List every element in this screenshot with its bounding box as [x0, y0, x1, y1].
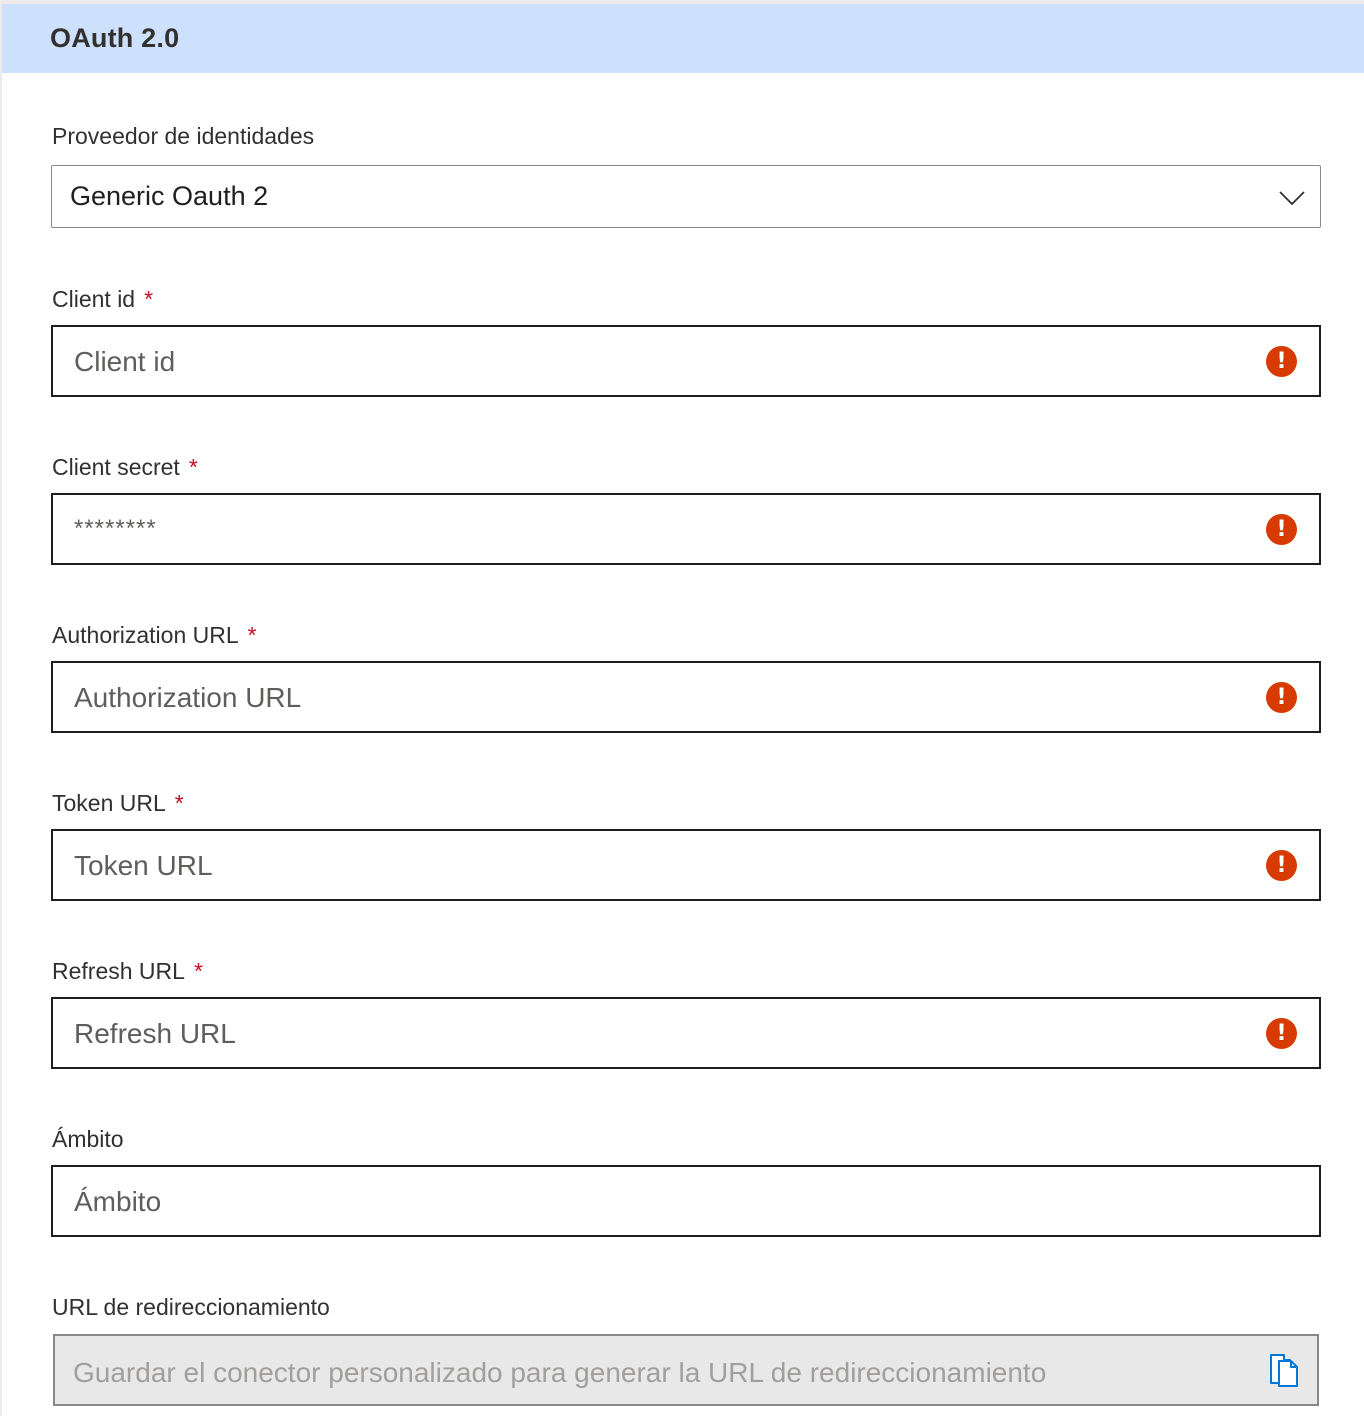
- identity-provider-label: [52, 125, 314, 148]
- scope-placeholder: Ámbito: [74, 1186, 162, 1217]
- section-title: OAuth 2.0: [50, 23, 180, 53]
- error-icon: !: [1266, 514, 1297, 545]
- authorization-url-input[interactable]: [51, 661, 1321, 733]
- chevron-down-icon: [1278, 183, 1306, 211]
- required-marker: *: [174, 790, 184, 816]
- redirect-url-placeholder: Guardar el conector personalizado para generar la URL de redireccionamiento: [73, 1357, 1047, 1388]
- client-id-input[interactable]: [51, 325, 1321, 397]
- client-secret-input[interactable]: [51, 493, 1321, 565]
- required-marker: *: [188, 454, 198, 480]
- token-url-placeholder: Token URL: [74, 850, 213, 881]
- refresh-url-input[interactable]: [51, 997, 1321, 1069]
- error-icon: !: [1266, 346, 1297, 377]
- required-marker: *: [144, 286, 154, 312]
- redirect-url-field: [53, 1334, 1319, 1406]
- redirect-url-label-text: URL de redireccionamiento: [52, 1294, 330, 1320]
- authorization-url-label: [52, 624, 257, 647]
- token-url-label-text: Token URL: [52, 790, 166, 816]
- identity-provider-dropdown[interactable]: [51, 165, 1321, 228]
- client-secret-masked-value: ********: [74, 515, 157, 542]
- token-url-label: [52, 792, 184, 815]
- scope-label-text: Ámbito: [52, 1126, 124, 1152]
- required-marker: *: [193, 958, 203, 984]
- error-icon: !: [1266, 682, 1297, 713]
- section-header: [2, 0, 1364, 73]
- client-id-label: [52, 288, 153, 311]
- authorization-url-label-text: Authorization URL: [52, 622, 239, 648]
- client-secret-label-text: Client secret: [52, 454, 180, 480]
- scope-input[interactable]: [51, 1165, 1321, 1237]
- error-icon: !: [1266, 850, 1297, 881]
- required-marker: *: [247, 622, 257, 648]
- refresh-url-label: [52, 960, 203, 983]
- token-url-input[interactable]: [51, 829, 1321, 901]
- scope-label: [52, 1128, 124, 1151]
- client-secret-label: [52, 456, 198, 479]
- client-id-label-text: Client id: [52, 286, 136, 312]
- refresh-url-label-text: Refresh URL: [52, 958, 185, 984]
- error-icon: !: [1266, 1018, 1297, 1049]
- redirect-url-label: [52, 1296, 330, 1319]
- authorization-url-placeholder: Authorization URL: [74, 682, 302, 713]
- client-id-placeholder: Client id: [74, 346, 176, 377]
- refresh-url-placeholder: Refresh URL: [74, 1018, 236, 1049]
- identity-provider-label-text: Proveedor de identidades: [52, 123, 315, 149]
- copy-icon[interactable]: [1267, 1352, 1301, 1388]
- identity-provider-selected: Generic Oauth 2: [70, 181, 269, 211]
